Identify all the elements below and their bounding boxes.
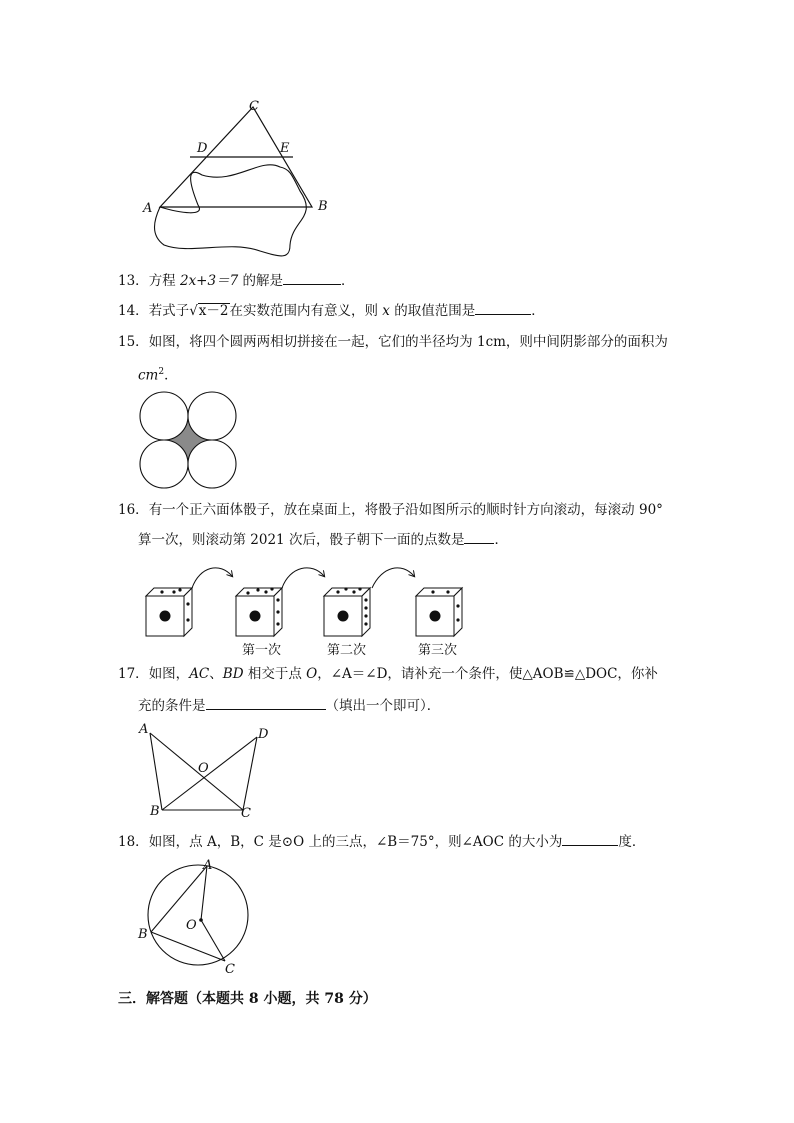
die-3: [416, 588, 462, 636]
question-text: 如图，点 A，B，C 是⊙O 上的三点，∠B＝75°，则∠AOC 的大小为: [148, 834, 563, 850]
question-18: [118, 832, 645, 851]
question-text: 若式子: [148, 303, 190, 319]
question-text: 的取值范围是: [389, 303, 476, 319]
answer-blank[interactable]: [562, 832, 618, 846]
dice-rolling-figure: [140, 558, 480, 643]
label-A: A: [143, 201, 153, 216]
label-C-18: C: [225, 962, 235, 977]
answer-blank[interactable]: [475, 301, 531, 315]
die-0: [146, 588, 192, 636]
question-15-line2: [138, 363, 178, 385]
label-O-17: O: [198, 761, 209, 776]
label-B-17: B: [150, 804, 160, 819]
label-B: B: [318, 199, 328, 214]
question-17-line2: [138, 696, 440, 715]
question-13: [118, 271, 354, 290]
label-C: C: [249, 99, 259, 114]
label-O-18: O: [186, 918, 197, 933]
question-16-line2: [138, 530, 508, 549]
label-D-17: D: [258, 727, 269, 742]
dice-caption-1: 第一次: [242, 643, 282, 658]
segment-AC: AC: [189, 666, 210, 682]
question-text: 充的条件是: [138, 698, 206, 714]
variable: x: [382, 303, 390, 319]
period: ．: [494, 532, 508, 548]
question-number: 13．: [118, 273, 149, 289]
equation: 2x+3＝7: [179, 273, 239, 289]
radicand: x－2: [198, 303, 229, 319]
point-O: O: [306, 666, 318, 682]
question-text: 有一个正六面体骰子，放在桌面上，将骰子沿如图所示的顺时针方向滚动，每滚动 90°: [148, 502, 663, 518]
four-circles-figure: [138, 390, 238, 490]
question-number: 14．: [118, 303, 149, 319]
section-heading: 三．解答题（本题共 8 小题，共 78 分）: [118, 991, 377, 1007]
period: ．: [340, 273, 355, 289]
unit-exponent: 2: [158, 367, 165, 377]
question-text: ，∠A＝∠D，请补充一个条件，使△AOB≌△DOC，你补: [317, 666, 658, 682]
sqrt-sign: √: [189, 303, 198, 319]
label-A-18: A: [203, 858, 213, 873]
question-text: 相交于点: [243, 666, 307, 682]
period: ．: [531, 303, 545, 319]
question-number: 16．: [118, 502, 149, 518]
question-text: 方程: [148, 273, 180, 289]
pond-triangle-figure: [140, 95, 340, 265]
question-15: [118, 333, 668, 351]
dice-caption-3: 第三次: [418, 643, 458, 658]
die-1: [236, 587, 282, 636]
question-text: （填出一个即可）．: [325, 698, 441, 714]
question-16: [118, 501, 663, 519]
label-C-17: C: [241, 806, 251, 821]
question-17: [118, 665, 658, 683]
question-number: 18．: [118, 834, 149, 850]
segment-BD: BD: [222, 666, 244, 682]
question-number: 15．: [118, 334, 149, 350]
answer-blank[interactable]: [464, 530, 494, 544]
dice-caption-2: 第二次: [327, 643, 367, 658]
period: ．: [164, 367, 178, 384]
question-text: 的解是: [238, 273, 283, 289]
question-text: 如图，将四个圆两两相切拼接在一起，它们的半径均为 1cm，则中间阴影部分的面积为: [148, 334, 668, 350]
answer-blank[interactable]: [283, 271, 341, 285]
unit: cm: [138, 367, 159, 384]
question-text: 度．: [618, 834, 646, 850]
question-text: 算一次，则滚动第 2021 次后，骰子朝下一面的点数是: [138, 532, 465, 548]
answer-blank[interactable]: [206, 696, 326, 710]
question-14: [118, 301, 545, 320]
die-2: [324, 587, 370, 636]
label-D: D: [197, 141, 208, 156]
separator: 、: [209, 666, 223, 682]
question-number: 17．: [118, 666, 149, 682]
label-B-18: B: [138, 927, 148, 942]
label-A-17: A: [139, 722, 149, 737]
question-text: 在实数范围内有意义，则: [229, 303, 383, 319]
circle-angle-figure: [145, 860, 255, 970]
question-text: 如图，: [148, 666, 190, 682]
label-E: E: [280, 141, 290, 156]
